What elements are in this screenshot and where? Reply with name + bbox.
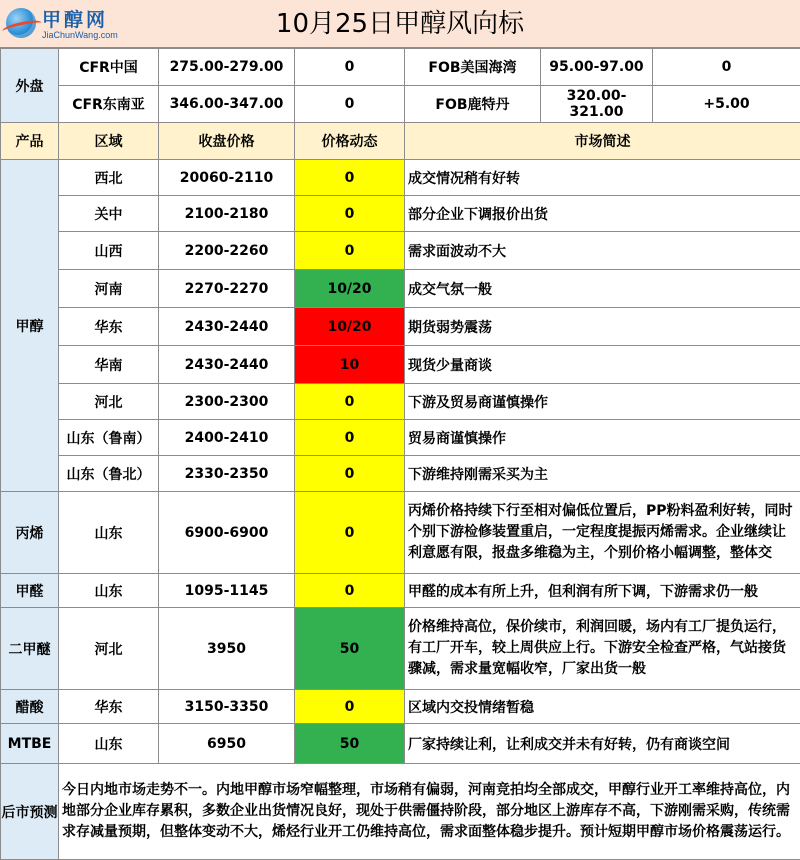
external-name: CFR中国 xyxy=(59,49,159,86)
page-title: 10月25日甲醇风向标 xyxy=(0,0,800,48)
summary-cell: 下游及贸易商谨慎操作 xyxy=(405,384,800,420)
region-cell: 华南 xyxy=(59,346,159,384)
region-cell: 山东 xyxy=(59,724,159,764)
header-change: 价格动态 xyxy=(295,123,405,160)
external-name: CFR东南亚 xyxy=(59,86,159,123)
region-cell: 山东 xyxy=(59,492,159,574)
summary-cell: 甲醛的成本有所上升，但利润有所下调，下游需求仍一般 xyxy=(405,574,800,608)
price-cell: 2200-2260 xyxy=(159,232,295,270)
external-price: 275.00-279.00 xyxy=(159,49,295,86)
external-label: 外盘 xyxy=(1,49,59,123)
change-cell: 0 xyxy=(295,690,405,724)
summary-cell: 成交气氛一般 xyxy=(405,270,800,308)
forecast-row xyxy=(1,764,800,860)
product-label: 醋酸 xyxy=(1,690,59,724)
header-summary: 市场简述 xyxy=(405,123,800,160)
external-row xyxy=(1,49,800,86)
summary-cell: 部分企业下调报价出货 xyxy=(405,196,800,232)
external-price: 346.00-347.00 xyxy=(159,86,295,123)
header-region: 区域 xyxy=(59,123,159,160)
summary-cell: 贸易商谨慎操作 xyxy=(405,420,800,456)
header-price: 收盘价格 xyxy=(159,123,295,160)
region-cell: 山东（鲁北） xyxy=(59,456,159,492)
price-cell: 2100-2180 xyxy=(159,196,295,232)
price-cell: 3150-3350 xyxy=(159,690,295,724)
summary-cell: 现货少量商谈 xyxy=(405,346,800,384)
column-header-row xyxy=(1,123,800,160)
region-cell: 华东 xyxy=(59,690,159,724)
external-name: FOB鹿特丹 xyxy=(405,86,541,123)
price-cell: 2270-2270 xyxy=(159,270,295,308)
table-row xyxy=(1,724,800,764)
table-row xyxy=(1,308,800,346)
change-cell: 10 xyxy=(295,346,405,384)
region-cell: 山西 xyxy=(59,232,159,270)
price-table xyxy=(0,48,800,860)
price-cell: 6900-6900 xyxy=(159,492,295,574)
external-name: FOB美国海湾 xyxy=(405,49,541,86)
price-cell: 6950 xyxy=(159,724,295,764)
external-price: 95.00-97.00 xyxy=(541,49,653,86)
change-cell: 0 xyxy=(295,196,405,232)
logo-chinese-text: 甲醇网 xyxy=(42,5,108,32)
external-price: 320.00-321.00 xyxy=(541,86,653,123)
table-row xyxy=(1,270,800,308)
summary-cell: 期货弱势震荡 xyxy=(405,308,800,346)
product-label: MTBE xyxy=(1,724,59,764)
product-label: 二甲醚 xyxy=(1,608,59,690)
external-row xyxy=(1,86,800,123)
summary-cell: 丙烯价格持续下行至相对偏低位置后，PP粉料盈利好转，同时个别下游检修装置重启，一定程度提振丙烯需求。企业继续让利意愿有限，报盘多维稳为主，个别价格小幅调整，整体交 xyxy=(405,492,800,574)
summary-cell: 下游维持刚需采买为主 xyxy=(405,456,800,492)
forecast-text: 今日内地市场走势不一。内地甲醇市场窄幅整理，市场稍有偏弱，河南竞拍均全部成交，甲醇行业开工率维持高位，内地部分企业库存累积，多数企业出货情况良好，现处于供需僵持阶段，部分地区上游库存不高，下游刚需采购，传统需求存减量预期，但整体变动不大，烯烃行业开工仍维持高位，需求面整体稳步提升。预计短期甲醇市场价格震荡运行。 xyxy=(59,764,800,860)
summary-cell: 厂家持续让利，让利成交并未有好转，仍有商谈空间 xyxy=(405,724,800,764)
table-row xyxy=(1,420,800,456)
product-label: 甲醛 xyxy=(1,574,59,608)
external-change: 0 xyxy=(295,49,405,86)
external-change: 0 xyxy=(653,49,800,86)
table-row xyxy=(1,346,800,384)
table-row xyxy=(1,384,800,420)
table-row xyxy=(1,492,800,574)
external-change: 0 xyxy=(295,86,405,123)
page-header xyxy=(0,0,800,48)
summary-cell: 需求面波动不大 xyxy=(405,232,800,270)
price-cell: 1095-1145 xyxy=(159,574,295,608)
header-product: 产品 xyxy=(1,123,59,160)
table-row xyxy=(1,196,800,232)
region-cell: 河南 xyxy=(59,270,159,308)
change-cell: 0 xyxy=(295,492,405,574)
summary-cell: 区域内交投情绪暂稳 xyxy=(405,690,800,724)
table-row xyxy=(1,456,800,492)
change-cell: 0 xyxy=(295,456,405,492)
summary-cell: 成交情况稍有好转 xyxy=(405,160,800,196)
table-row xyxy=(1,232,800,270)
product-label: 丙烯 xyxy=(1,492,59,574)
change-cell: 0 xyxy=(295,420,405,456)
region-cell: 关中 xyxy=(59,196,159,232)
change-cell: 0 xyxy=(295,232,405,270)
region-cell: 华东 xyxy=(59,308,159,346)
region-cell: 河北 xyxy=(59,384,159,420)
change-cell: 10/20 xyxy=(295,308,405,346)
change-cell: 50 xyxy=(295,724,405,764)
region-cell: 西北 xyxy=(59,160,159,196)
price-cell: 3950 xyxy=(159,608,295,690)
product-label: 甲醇 xyxy=(1,160,59,492)
price-cell: 2300-2300 xyxy=(159,384,295,420)
change-cell: 0 xyxy=(295,574,405,608)
external-change: +5.00 xyxy=(653,86,800,123)
change-cell: 0 xyxy=(295,384,405,420)
table-row xyxy=(1,690,800,724)
price-cell: 2430-2440 xyxy=(159,346,295,384)
change-cell: 50 xyxy=(295,608,405,690)
price-cell: 20060-2110 xyxy=(159,160,295,196)
table-row xyxy=(1,574,800,608)
region-cell: 河北 xyxy=(59,608,159,690)
change-cell: 0 xyxy=(295,160,405,196)
table-row xyxy=(1,160,800,196)
forecast-label: 后市预测 xyxy=(1,764,59,860)
summary-cell: 价格维持高位，保价续市，利润回暖，场内有工厂提负运行，有工厂开车，较上周供应上行。下游安全检查严格，气站接货骤减，需求量宽幅收窄，厂家出货一般 xyxy=(405,608,800,690)
price-cell: 2430-2440 xyxy=(159,308,295,346)
region-cell: 山东 xyxy=(59,574,159,608)
logo-english-text: JiaChunWang.com xyxy=(42,30,118,40)
change-cell: 10/20 xyxy=(295,270,405,308)
region-cell: 山东（鲁南） xyxy=(59,420,159,456)
price-cell: 2400-2410 xyxy=(159,420,295,456)
table-row xyxy=(1,608,800,690)
price-cell: 2330-2350 xyxy=(159,456,295,492)
